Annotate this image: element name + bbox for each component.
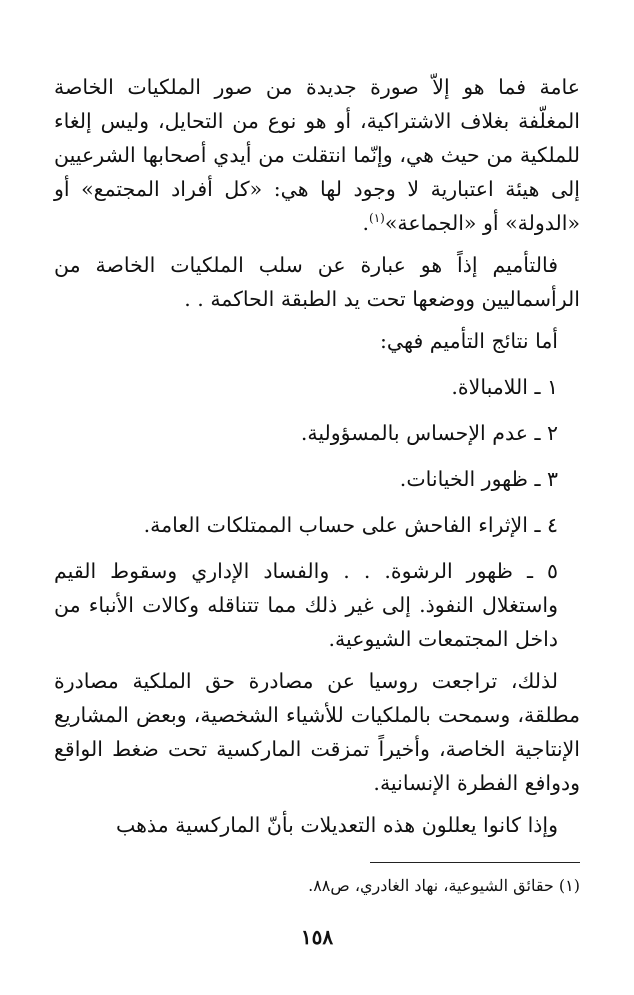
list-item: ١ ـ اللامبالاة.	[451, 375, 558, 399]
list-item: ٥ ـ ظهور الرشوة. . . والفساد الإداري وسقوط القيم واستغلال النفوذ. إلى غير ذلك مما تتناقله وكالات الأنباء من داخل المجتمعات الشيوعية.	[54, 559, 558, 651]
list-item: ٣ ـ ظهور الخيانات.	[399, 467, 558, 491]
paragraph-4: لذلك، تراجعت روسيا عن مصادرة حق الملكية مصادرة مطلقة، وسمحت بالملكيات للأشياء الشخصية، وبعض المشاريع الإنتاجية الخاصة، وأخيراً تمزقت الماركسية تحت ضغط الواقع ودوافع الفطرة الإنسانية.	[54, 669, 580, 795]
paragraph-1-text: عامة فما هو إلاّ صورة جديدة من صور الملكيات الخاصة المغلّفة بغلاف الاشتراكية، أو هو نوع من التحايل، وليس إلغاء للملكية من حيث هي، وإنّما انتقلت من أيدي أصحابها الشرعيين إلى هيئة اعتبارية لا وجود لها هي: «كل أفراد المجتمع» أو «الدولة» أو «الجماعة»	[54, 75, 580, 235]
paragraph-1	[54, 70, 580, 240]
main-text	[54, 70, 580, 842]
paragraph-2: فالتأميم إذاً هو عبارة عن سلب الملكيات الخاصة من الرأسماليين ووضعها تحت يد الطبقة الحاكمة . .	[54, 253, 580, 311]
paragraph-3: أما نتائج التأميم فهي:	[380, 329, 558, 353]
footnote: (١) حقائق الشيوعية، نهاد الغادري، ص٨٨.	[308, 876, 580, 895]
page-number: ١٥٨	[300, 925, 334, 949]
footnote-reference: (١)	[369, 211, 385, 226]
paragraph-1-end: .	[362, 211, 370, 235]
footnote-divider	[370, 862, 580, 863]
list-item: ٢ ـ عدم الإحساس بالمسؤولية.	[300, 421, 558, 445]
paragraph-5: وإذا كانوا يعللون هذه التعديلات بأنّ الماركسية مذهب	[115, 813, 558, 837]
list-item: ٤ ـ الإثراء الفاحش على حساب الممتلكات العامة.	[143, 513, 558, 537]
